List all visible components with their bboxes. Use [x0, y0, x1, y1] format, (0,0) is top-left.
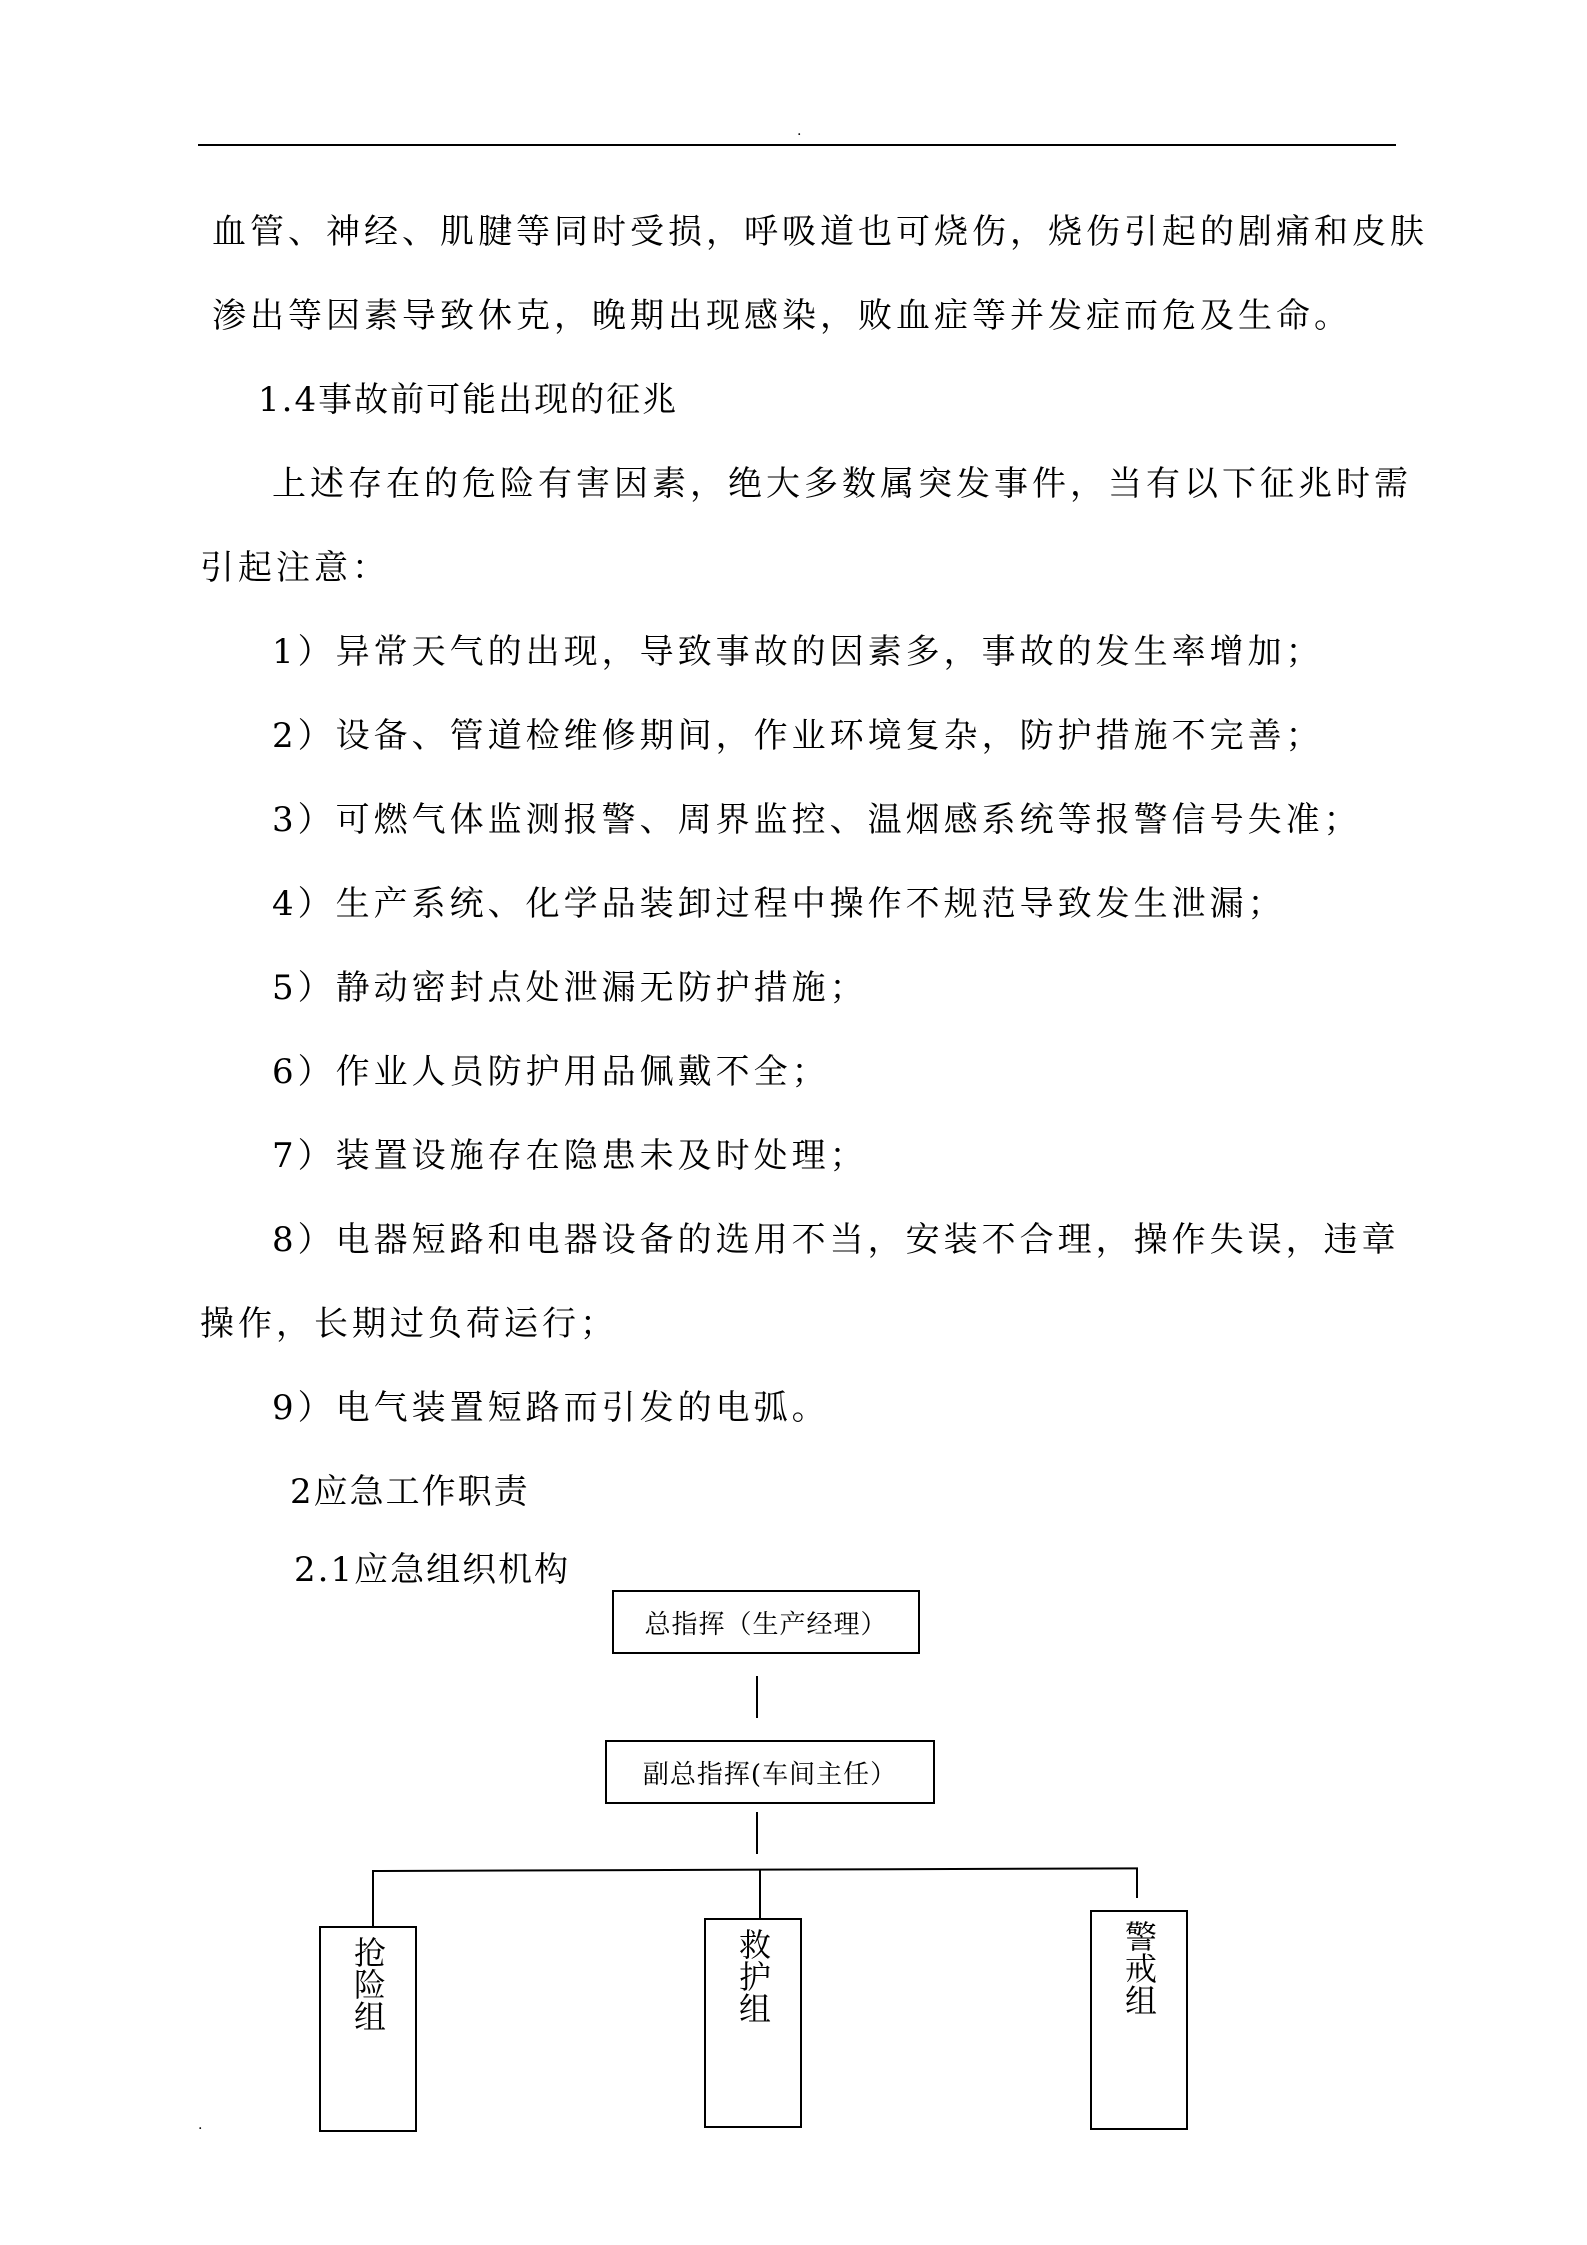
list-item-6: 6）作业人员防护用品佩戴不全；	[272, 1052, 830, 1092]
list-item-4: 4）生产系统、化学品装卸过程中操作不规范导致发生泄漏；	[272, 884, 1286, 924]
org-medical-label: 救护组	[734, 1928, 772, 2024]
list-item-3: 3）可燃气体监测报警、周界监控、温烟感系统等报警信号失准；	[272, 800, 1362, 840]
connector-deputy-bus	[756, 1812, 758, 1854]
body-line-3: 上述存在的危险有害因素，绝大多数属突发事件，当有以下征兆时需	[272, 464, 1412, 504]
org-rescue-label: 抢险组	[349, 1936, 387, 2032]
list-item-1: 1）异常天气的出现，导致事故的因素多，事故的发生率增加；	[272, 632, 1324, 672]
body-line-2: 渗出等因素导致休克，晚期出现感染，败血症等并发症而危及生命。	[212, 296, 1352, 336]
connector-horizontal-bus	[372, 1867, 1138, 1872]
org-box-commander	[612, 1590, 920, 1654]
footer-mark: .	[198, 2117, 203, 2133]
section-heading-1-4: 1.4事故前可能出现的征兆	[258, 380, 679, 420]
list-item-5: 5）静动密封点处泄漏无防护措施；	[272, 968, 868, 1008]
org-box-guard-group	[1090, 1910, 1188, 2130]
connector-top-deputy	[756, 1676, 758, 1718]
list-item-9: 9）电气装置短路而引发的电弧。	[272, 1388, 830, 1428]
body-line-1: 血管、神经、肌腱等同时受损，呼吸道也可烧伤，烧伤引起的剧痛和皮肤	[212, 212, 1428, 252]
connector-to-medical	[759, 1870, 761, 1918]
org-box-deputy	[605, 1740, 935, 1804]
connector-to-guard	[1136, 1868, 1138, 1898]
org-deputy-label: 副总指挥(车间主任）	[642, 1759, 898, 1790]
list-item-8: 8）电器短路和电器设备的选用不当，安装不合理，操作失误，违章	[272, 1220, 1400, 1260]
section-heading-2-1: 2.1应急组织机构	[294, 1550, 571, 1590]
org-box-medical-group	[704, 1918, 802, 2128]
org-commander-label: 总指挥（生产经理）	[644, 1609, 888, 1640]
org-guard-label: 警戒组	[1120, 1920, 1158, 2016]
list-item-7: 7）装置设施存在隐患未及时处理；	[272, 1136, 868, 1176]
section-heading-2: 2应急工作职责	[290, 1472, 530, 1512]
org-box-rescue-group	[319, 1926, 417, 2132]
list-item-2: 2）设备、管道检维修期间，作业环境复杂，防护措施不完善；	[272, 716, 1324, 756]
body-line-4: 引起注意：	[200, 548, 390, 588]
connector-to-rescue	[372, 1870, 374, 1926]
list-item-8-cont: 操作，长期过负荷运行；	[200, 1304, 618, 1344]
header-rule	[198, 144, 1396, 146]
header-mark: .	[797, 123, 802, 139]
